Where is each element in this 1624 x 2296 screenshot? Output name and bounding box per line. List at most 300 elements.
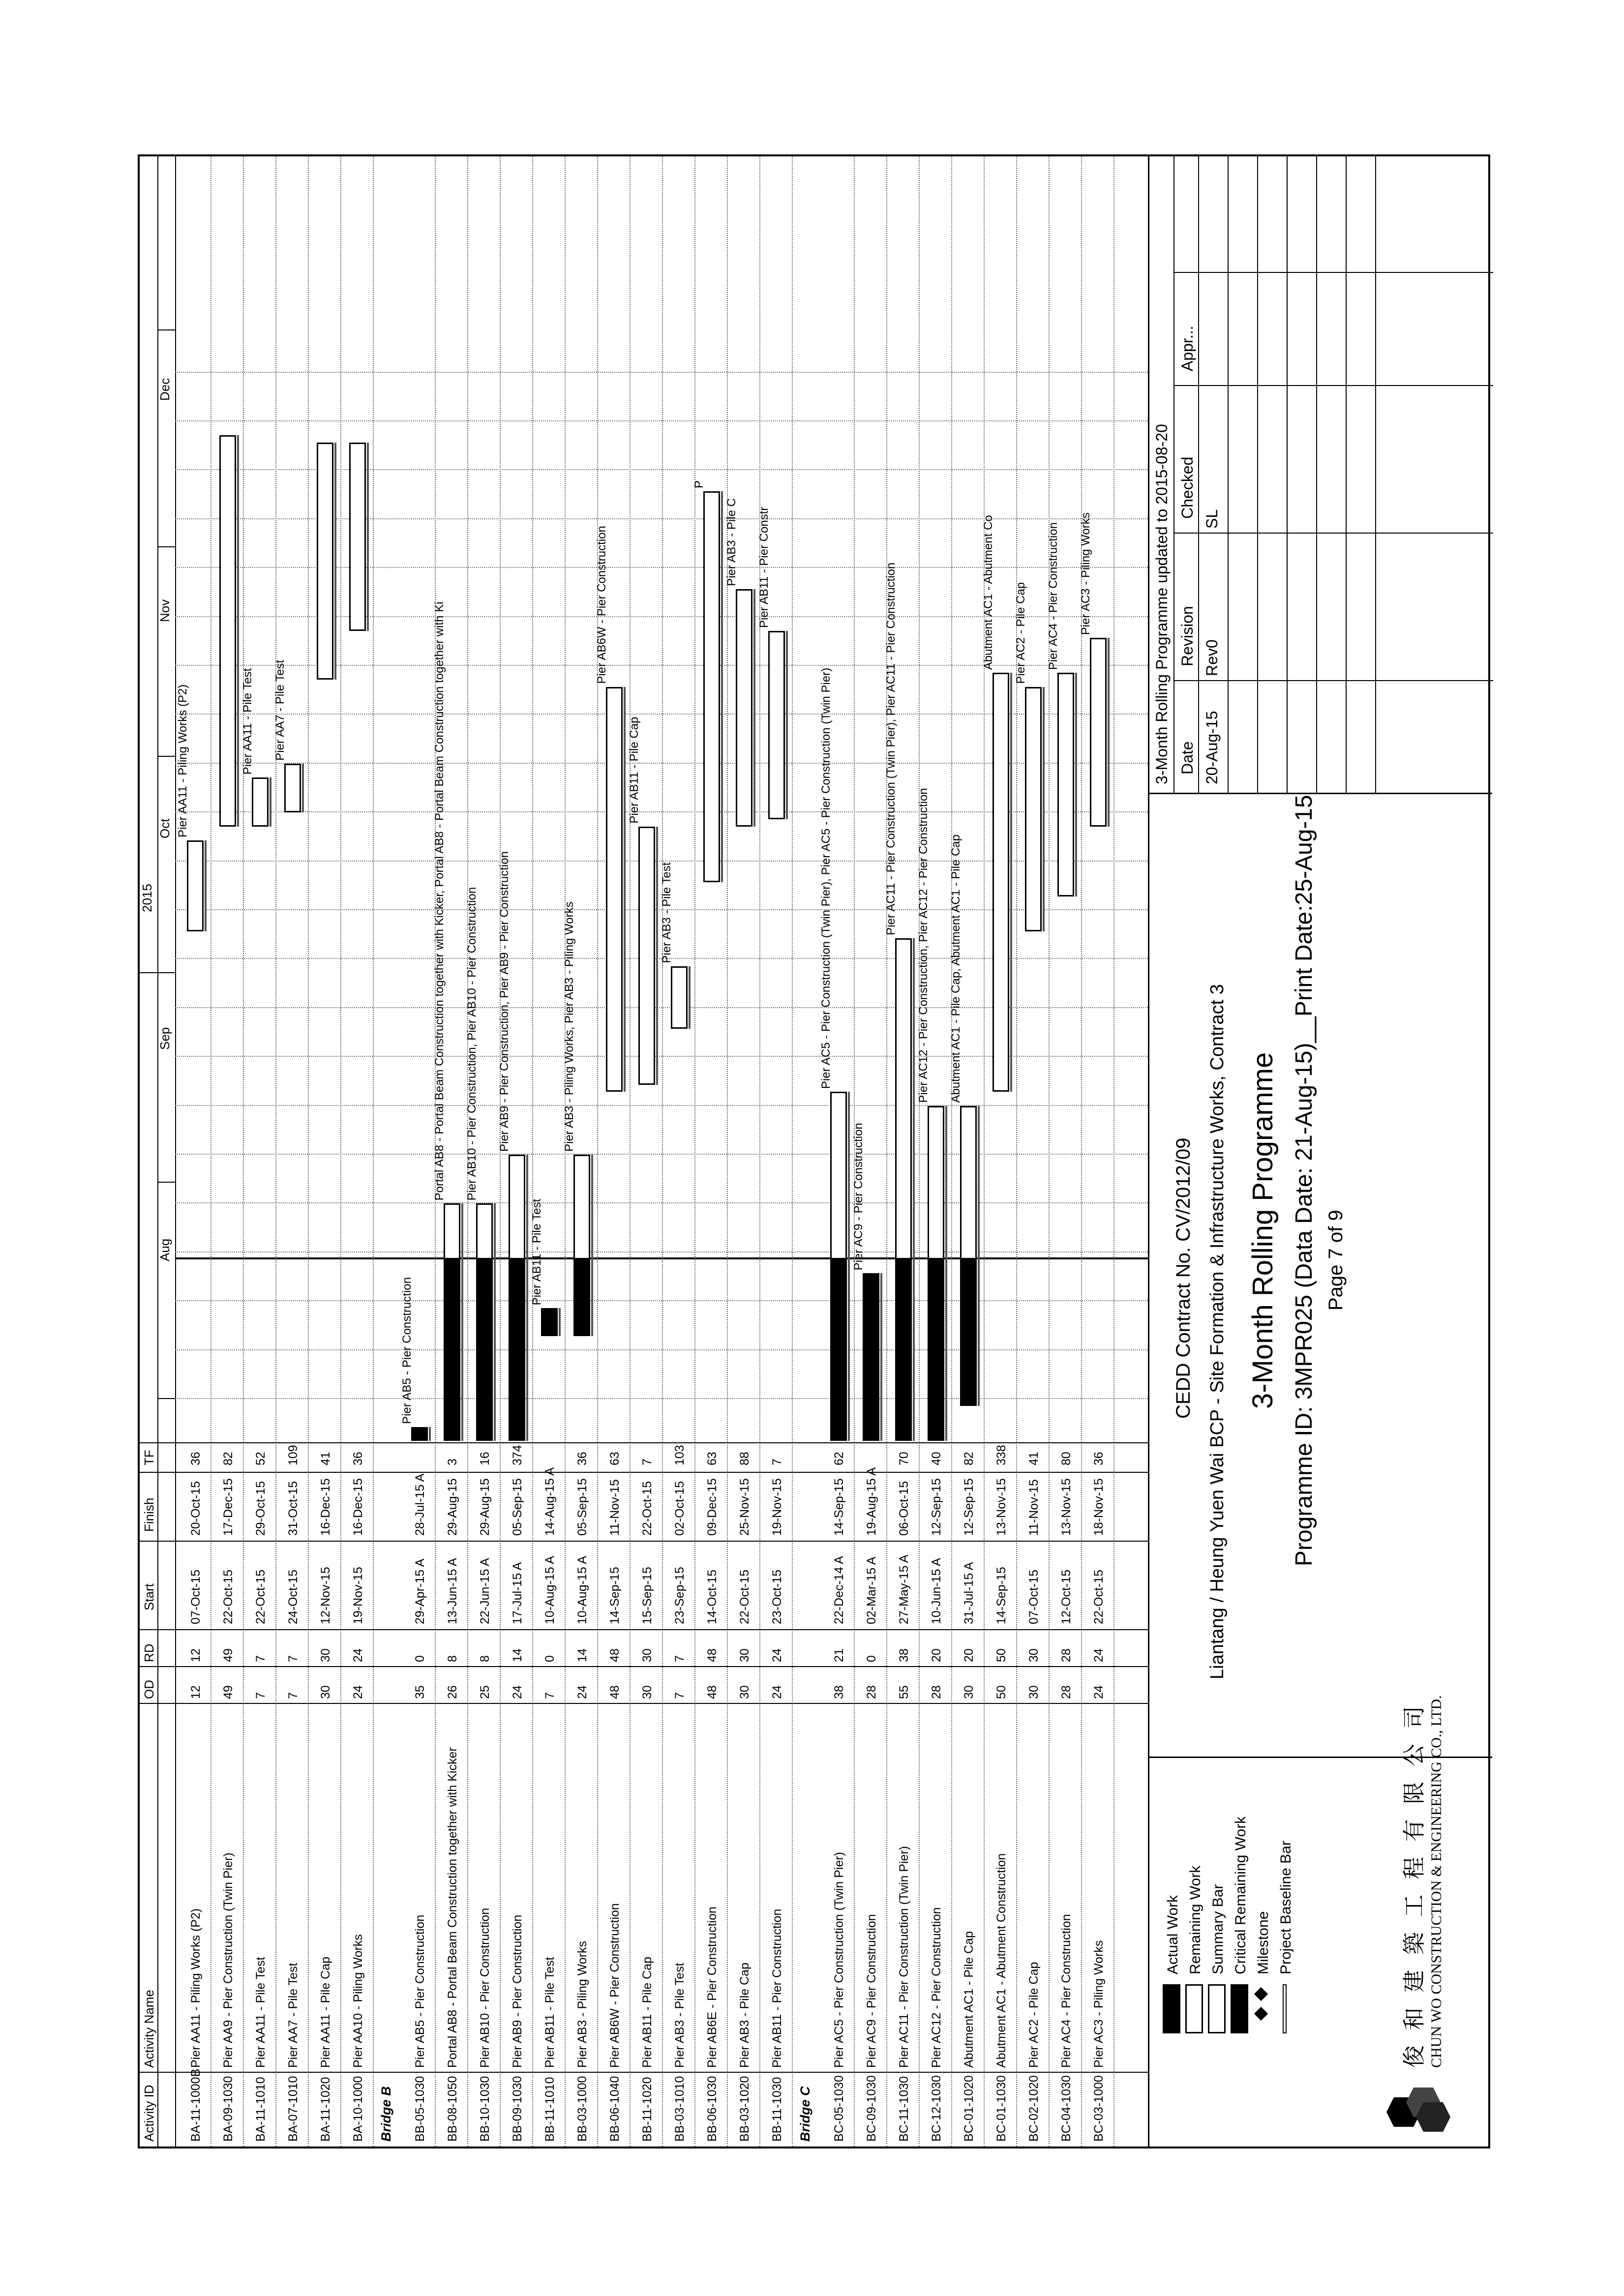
remaining-work-bar bbox=[252, 777, 269, 826]
company-name-cn: 俊 和 建 築 工 程 有 限 公 司 bbox=[1401, 1702, 1427, 2068]
cell-finish: 13-Nov-15 bbox=[994, 1478, 1008, 1536]
month-sep: Sep bbox=[157, 1027, 172, 1050]
row-separator bbox=[1049, 156, 1050, 2147]
cell-finish: 09-Dec-15 bbox=[705, 1478, 719, 1536]
revision-cell: SL bbox=[1203, 509, 1221, 529]
cell-rd: 8 bbox=[446, 1655, 459, 1662]
remaining-work-bar bbox=[895, 938, 912, 1259]
cell-rd: 48 bbox=[705, 1648, 719, 1662]
cell-tf: 374 bbox=[511, 1445, 524, 1465]
revision-cell: 20-Aug-15 bbox=[1203, 711, 1221, 784]
revision-rule bbox=[1316, 156, 1317, 794]
bar-label: Pier AB11 - Pile Test bbox=[530, 1198, 543, 1306]
week-gridline bbox=[175, 1398, 1148, 1399]
bar-label: P bbox=[692, 480, 706, 488]
cell-id: BB-09-1030 bbox=[511, 2076, 524, 2142]
remaining-work-bar bbox=[736, 589, 752, 827]
row-separator bbox=[694, 156, 695, 2147]
cell-tf: 36 bbox=[351, 1452, 365, 1465]
bar-label: Pier AB3 - Piling Works, Pier AB3 - Piling Works bbox=[563, 901, 576, 1152]
cell-id: BC-04-1030 bbox=[1059, 2075, 1073, 2142]
column-separator bbox=[140, 1472, 1148, 1473]
row-separator bbox=[1081, 156, 1082, 2147]
cell-od: 35 bbox=[413, 1685, 427, 1699]
cell-tf: 41 bbox=[1027, 1452, 1041, 1465]
cell-finish: 14-Aug-15 A bbox=[543, 1467, 557, 1536]
cell-od: 12 bbox=[189, 1685, 203, 1699]
cell-name: Abutment AC1 - Pile Cap bbox=[962, 1931, 976, 2068]
cell-name: Pier AC3 - Piling Works bbox=[1092, 1940, 1106, 2068]
row-separator bbox=[951, 156, 952, 2147]
baseline-bar bbox=[753, 589, 755, 827]
footer-divider bbox=[1148, 156, 1149, 2147]
cell-tf: 88 bbox=[738, 1452, 752, 1465]
year-rule bbox=[157, 155, 158, 1443]
week-gridline bbox=[175, 372, 1148, 373]
cell-id: BA-11-1010 bbox=[254, 2077, 268, 2142]
cell-od: 25 bbox=[478, 1685, 492, 1699]
week-gridline bbox=[175, 1349, 1148, 1350]
cell-rd: 38 bbox=[897, 1648, 911, 1662]
cell-od: 55 bbox=[897, 1685, 911, 1699]
milestone-diamond-icon bbox=[1254, 1987, 1268, 2001]
remaining-work-bar bbox=[960, 1106, 977, 1259]
remaining-work-bar bbox=[573, 1155, 590, 1259]
company-name-en: CHUN WO CONSTRUCTION & ENGINEERING CO., LTD. bbox=[1428, 1695, 1444, 2068]
cell-rd: 50 bbox=[994, 1648, 1008, 1662]
milestone-diamond-icon bbox=[1254, 2007, 1268, 2021]
actual-work-bar bbox=[960, 1259, 977, 1406]
cell-id: BB-03-1020 bbox=[738, 2076, 752, 2142]
cell-tf: 36 bbox=[575, 1452, 589, 1465]
cell-rd: 8 bbox=[478, 1655, 492, 1662]
month-dec: Dec bbox=[157, 378, 172, 401]
actual-work-bar bbox=[509, 1259, 525, 1441]
cell-rd: 20 bbox=[962, 1648, 976, 1662]
cell-start: 12-Nov-15 bbox=[319, 1567, 332, 1624]
cell-name: Pier AB11 - Pile Test bbox=[543, 1957, 557, 2068]
cell-tf: 63 bbox=[608, 1452, 622, 1465]
legend-label: Actual Work bbox=[1165, 1895, 1181, 1974]
row-separator bbox=[919, 156, 920, 2147]
revision-rule bbox=[1375, 156, 1376, 794]
cell-name: Pier AB3 - Pile Test bbox=[673, 1963, 687, 2068]
cell-start: 23-Oct-15 bbox=[770, 1569, 784, 1624]
cell-od: 7 bbox=[543, 1692, 557, 1699]
revision-cell: Rev0 bbox=[1203, 639, 1221, 676]
header-rd: RD bbox=[142, 1643, 156, 1662]
revision-rule bbox=[1346, 156, 1347, 794]
actual-work-bar bbox=[830, 1259, 847, 1441]
cell-start: 15-Sep-15 bbox=[640, 1567, 654, 1624]
baseline-bar bbox=[945, 1106, 947, 1441]
baseline-bar bbox=[1108, 638, 1110, 826]
schedule-frame bbox=[138, 154, 1490, 2148]
remaining-work-bar bbox=[606, 687, 623, 1092]
cell-start: 27-May-15 A bbox=[897, 1554, 911, 1624]
month-tick bbox=[157, 756, 175, 757]
cell-tf: 338 bbox=[994, 1445, 1008, 1465]
bar-label: Pier AB3 - Pile C bbox=[725, 498, 738, 586]
bar-label: Pier AA11 - Pile Test bbox=[241, 668, 254, 775]
baseline-bar bbox=[237, 435, 239, 826]
baseline-bar bbox=[880, 1273, 882, 1441]
cell-finish: 13-Nov-15 bbox=[1059, 1478, 1073, 1536]
cell-od: 7 bbox=[254, 1692, 268, 1699]
bar-label: Pier AC11 - Pier Construction (Twin Pier), Pier AC11 - Pier Construction bbox=[884, 562, 898, 935]
company-logo-icon bbox=[1384, 2078, 1458, 2137]
bar-label: Pier AB6W - Pier Construction bbox=[595, 526, 608, 684]
cell-od: 50 bbox=[994, 1685, 1008, 1699]
cell-od: 24 bbox=[1092, 1685, 1106, 1699]
legend-label: Summary Bar bbox=[1210, 1884, 1226, 1974]
cell-tf: 82 bbox=[962, 1452, 976, 1465]
revision-block-divider bbox=[1148, 793, 1492, 794]
revision-col-header: Revision bbox=[1178, 606, 1196, 666]
cell-start: 22-Oct-15 bbox=[738, 1569, 752, 1624]
header-activity-name: Activity Name bbox=[142, 1990, 156, 2068]
revision-rule bbox=[1198, 156, 1199, 794]
column-separator bbox=[140, 2072, 1148, 2073]
cell-od: 49 bbox=[221, 1685, 235, 1699]
row-separator bbox=[662, 156, 663, 2147]
cell-od: 24 bbox=[511, 1685, 524, 1699]
cell-start: 22-Dec-14 A bbox=[832, 1556, 846, 1624]
cell-finish: 17-Dec-15 bbox=[221, 1478, 235, 1536]
cell-start: 22-Jun-15 A bbox=[478, 1558, 492, 1624]
cell-name: Pier AA11 - Pile Cap bbox=[319, 1956, 332, 2068]
title-block-divider bbox=[1148, 1757, 1492, 1758]
cell-tf: 36 bbox=[189, 1452, 203, 1465]
cell-start: 13-Jun-15 A bbox=[446, 1558, 459, 1624]
cell-rd: 30 bbox=[640, 1648, 654, 1662]
cell-od: 28 bbox=[865, 1685, 878, 1699]
baseline-bar bbox=[494, 1203, 496, 1441]
row-separator bbox=[340, 156, 341, 2147]
cell-rd: 49 bbox=[221, 1648, 235, 1662]
baseline-bar bbox=[591, 1155, 593, 1336]
cell-rd: 7 bbox=[286, 1655, 300, 1662]
row-separator bbox=[1113, 156, 1114, 2147]
cell-finish: 28-Jul-15 A bbox=[413, 1473, 427, 1536]
legend-label: Project Baseline Bar bbox=[1278, 1841, 1294, 1974]
cell-name: Pier AB3 - Piling Works bbox=[575, 1941, 589, 2068]
group-title: Bridge B bbox=[379, 2086, 393, 2142]
month-tick bbox=[157, 546, 175, 547]
bar-label: Pier AA11 - Piling Works (P2) bbox=[176, 684, 189, 837]
bar-label: Pier AB3 - Pile Test bbox=[660, 862, 673, 963]
bar-label: Abutment AC1 - Pile Cap, Abutment AC1 - Pile Cap bbox=[949, 834, 962, 1103]
actual-work-bar bbox=[573, 1259, 590, 1336]
cell-rd: 30 bbox=[738, 1648, 752, 1662]
cell-finish: 14-Sep-15 bbox=[832, 1478, 846, 1536]
bar-label: Pier AC2 - Pile Cap bbox=[1014, 582, 1027, 684]
cell-tf: 36 bbox=[1092, 1452, 1106, 1465]
remaining-work-bar bbox=[703, 491, 720, 882]
header-od: OD bbox=[142, 1680, 156, 1699]
actual-work-bar bbox=[895, 1259, 912, 1441]
row-separator bbox=[759, 156, 760, 2147]
column-separator bbox=[140, 1703, 1148, 1704]
cell-rd: 0 bbox=[413, 1655, 427, 1662]
cell-rd: 24 bbox=[351, 1648, 365, 1662]
cell-finish: 25-Nov-15 bbox=[738, 1478, 752, 1536]
header-activity-id: Activity ID bbox=[142, 2085, 156, 2142]
cell-rd: 20 bbox=[930, 1648, 943, 1662]
month-tick bbox=[157, 1182, 175, 1183]
cell-od: 24 bbox=[351, 1685, 365, 1699]
cell-tf: 62 bbox=[832, 1452, 846, 1465]
cell-rd: 30 bbox=[1027, 1648, 1041, 1662]
baseline-bar bbox=[270, 777, 271, 826]
cell-id: BC-01-1030 bbox=[994, 2075, 1008, 2142]
cell-id: BB-06-1030 bbox=[705, 2076, 719, 2142]
cell-finish: 11-Nov-15 bbox=[1027, 1479, 1041, 1536]
cell-name: Pier AA10 - Piling Works bbox=[351, 1934, 365, 2068]
baseline-bar bbox=[461, 1203, 463, 1441]
revision-rule bbox=[1287, 156, 1288, 794]
remaining-work-bar bbox=[638, 827, 655, 1085]
cell-name: Pier AC2 - Pile Cap bbox=[1027, 1962, 1041, 2068]
week-gridline bbox=[175, 1154, 1148, 1155]
cell-finish: 12-Sep-15 bbox=[962, 1478, 976, 1536]
cell-start: 07-Oct-15 bbox=[189, 1569, 203, 1624]
cell-od: 30 bbox=[738, 1685, 752, 1699]
baseline-bar bbox=[1075, 673, 1077, 896]
cell-finish: 05-Sep-15 bbox=[575, 1478, 589, 1536]
cell-id: BA-07-1010 bbox=[286, 2076, 300, 2142]
cell-start: 22-Oct-15 bbox=[221, 1569, 235, 1624]
remaining-work-bar bbox=[219, 435, 236, 826]
baseline-bar bbox=[526, 1155, 528, 1441]
month-tick bbox=[157, 329, 175, 330]
cell-od: 24 bbox=[575, 1685, 589, 1699]
baseline-bar bbox=[721, 491, 723, 882]
row-separator bbox=[597, 156, 598, 2147]
row-separator bbox=[275, 156, 276, 2147]
cell-start: 14-Sep-15 bbox=[994, 1567, 1008, 1624]
cell-rd: 30 bbox=[319, 1648, 332, 1662]
remaining-work-bar bbox=[187, 840, 204, 931]
cell-tf: 41 bbox=[319, 1452, 332, 1465]
row-separator bbox=[984, 156, 985, 2147]
month-tick bbox=[157, 972, 175, 973]
bar-label: Pier AC5 - Pier Construction (Twin Pier), Pier AC5 - Pier Construction (Twin Pier) bbox=[819, 667, 833, 1089]
header-bottom-rule bbox=[175, 156, 176, 2147]
remaining-work-bar bbox=[284, 764, 301, 812]
group-title: Bridge C bbox=[798, 2086, 812, 2142]
cell-finish: 11-Nov-15 bbox=[608, 1479, 622, 1536]
week-gridline bbox=[175, 420, 1148, 421]
cell-start: 22-Oct-15 bbox=[1092, 1569, 1106, 1624]
cell-id: BC-09-1030 bbox=[865, 2075, 878, 2142]
row-separator bbox=[886, 156, 887, 2147]
cell-start: 02-Mar-15 A bbox=[865, 1556, 878, 1624]
cell-start: 10-Jun-15 A bbox=[930, 1558, 943, 1624]
cell-start: 23-Sep-15 bbox=[673, 1567, 687, 1624]
row-separator bbox=[532, 156, 533, 2147]
cell-id: BC-03-1000 bbox=[1092, 2075, 1106, 2142]
bar-label: Pier AC4 - Pier Construction bbox=[1047, 522, 1060, 670]
header-finish: Finish bbox=[142, 1497, 156, 1532]
cell-od: 30 bbox=[640, 1685, 654, 1699]
row-separator bbox=[373, 156, 374, 2147]
cell-finish: 12-Sep-15 bbox=[930, 1478, 943, 1536]
row-separator bbox=[630, 156, 631, 2147]
cell-id: BC-12-1030 bbox=[930, 2075, 943, 2142]
cell-rd: 24 bbox=[770, 1648, 784, 1662]
remaining-work-bar bbox=[1025, 687, 1042, 931]
cell-id: BB-11-1020 bbox=[640, 2077, 654, 2142]
remaining-work-bar bbox=[317, 443, 333, 680]
column-separator bbox=[140, 1541, 1148, 1542]
cell-tf: 16 bbox=[478, 1452, 492, 1465]
cell-finish: 16-Dec-15 bbox=[319, 1478, 332, 1536]
page-number: Page 7 of 9 bbox=[1325, 1210, 1347, 1311]
actual-work-bar bbox=[541, 1308, 558, 1336]
revision-col-line bbox=[1173, 272, 1493, 273]
programme-id: Programme ID: 3MPR025 (Data Date: 21-Aug-15)__Print Date:25-Aug-15 bbox=[1291, 795, 1317, 1566]
cell-rd: 12 bbox=[189, 1648, 203, 1662]
baseline-bar bbox=[367, 443, 369, 631]
remaining-work-bar bbox=[671, 966, 688, 1029]
cell-od: 7 bbox=[286, 1692, 300, 1699]
revision-rule bbox=[1228, 156, 1229, 794]
cell-finish: 29-Aug-15 bbox=[478, 1478, 492, 1536]
year-tick bbox=[140, 972, 157, 973]
baseline-bar bbox=[913, 938, 915, 1441]
cell-id: BB-10-1030 bbox=[478, 2076, 492, 2142]
header-rule bbox=[157, 1443, 158, 2147]
bar-label: Abutment AC1 - Abutment Co bbox=[982, 515, 995, 670]
cell-id: BC-02-1020 bbox=[1027, 2075, 1041, 2142]
baseline-bar bbox=[559, 1308, 561, 1336]
cell-name: Pier AC5 - Pier Construction (Twin Pier) bbox=[832, 1851, 846, 2068]
cell-start: 14-Sep-15 bbox=[608, 1567, 622, 1624]
cell-start: 19-Nov-15 bbox=[351, 1567, 365, 1624]
column-separator bbox=[140, 1666, 1148, 1667]
cell-finish: 19-Nov-15 bbox=[770, 1478, 784, 1536]
legend-label: Remaining Work bbox=[1187, 1865, 1203, 1974]
cell-id: BB-06-1040 bbox=[608, 2076, 622, 2142]
actual-work-bar bbox=[476, 1259, 493, 1441]
cell-finish: 05-Sep-15 bbox=[511, 1478, 524, 1536]
cell-od: 24 bbox=[770, 1685, 784, 1699]
cell-start: 12-Oct-15 bbox=[1059, 1569, 1073, 1624]
cell-tf: 3 bbox=[446, 1459, 459, 1465]
cell-finish: 02-Oct-15 bbox=[673, 1481, 687, 1536]
revision-col-line bbox=[1173, 680, 1493, 681]
week-gridline bbox=[175, 1202, 1148, 1203]
baseline-bar bbox=[978, 1106, 980, 1406]
column-separator bbox=[140, 1442, 1148, 1443]
cell-rd: 21 bbox=[832, 1648, 846, 1662]
cell-id: BC-01-1020 bbox=[962, 2075, 976, 2142]
bar-label: Pier AA7 - Pile Test bbox=[273, 659, 287, 761]
baseline-bar bbox=[334, 443, 336, 680]
column-separator bbox=[140, 1629, 1148, 1630]
month-tick bbox=[157, 1398, 175, 1399]
cell-id: BA-11-1000B bbox=[189, 2068, 203, 2142]
cell-rd: 14 bbox=[511, 1648, 524, 1662]
baseline-bar bbox=[786, 631, 788, 819]
cell-od: 7 bbox=[673, 1692, 687, 1699]
row-separator bbox=[792, 156, 793, 2147]
cell-tf: 80 bbox=[1059, 1452, 1073, 1465]
revision-col-line bbox=[1173, 533, 1493, 534]
cell-tf: 70 bbox=[897, 1452, 911, 1465]
cell-id: BB-11-1010 bbox=[543, 2077, 557, 2142]
cell-od: 48 bbox=[608, 1685, 622, 1699]
cell-id: BB-11-1030 bbox=[770, 2077, 784, 2142]
cell-finish: 18-Nov-15 bbox=[1092, 1478, 1106, 1536]
cell-start: 10-Aug-15 A bbox=[543, 1556, 557, 1624]
bar-label: Pier AC12 - Pier Construction, Pier AC12 - Pier Construction bbox=[917, 788, 930, 1103]
baseline-bar bbox=[848, 1092, 850, 1441]
cell-rd: 7 bbox=[254, 1655, 268, 1662]
cell-rd: 0 bbox=[543, 1655, 557, 1662]
week-gridline bbox=[175, 1105, 1148, 1106]
bar-label: Portal AB8 - Portal Beam Construction together with Kicker, Portal AB8 - Portal Beam Construction together with Ki bbox=[433, 601, 446, 1201]
remaining-work-bar bbox=[928, 1106, 944, 1259]
remaining-work-bar bbox=[444, 1203, 460, 1259]
revision-rule bbox=[1173, 156, 1174, 794]
cell-od: 26 bbox=[446, 1685, 459, 1699]
cell-tf: 52 bbox=[254, 1452, 268, 1465]
bar-label: Pier AC9 - Pier Construction bbox=[852, 1123, 865, 1271]
cell-name: Pier AA11 - Pile Test bbox=[254, 1957, 268, 2068]
baseline-bar bbox=[1010, 673, 1012, 1092]
bar-label: Pier AB11 - Pier Constr bbox=[757, 507, 771, 628]
cell-name: Pier AB11 - Pier Construction bbox=[770, 1908, 784, 2068]
bar-label: Pier AB10 - Pier Construction, Pier AB10 - Pier Construction bbox=[465, 887, 479, 1201]
project-name: Liantang / Heung Yuen Wai BCP - Site Formation & Infrastructure Works, Contract 3 bbox=[1207, 984, 1228, 1679]
cell-start: 31-Jul-15 A bbox=[962, 1562, 976, 1624]
cell-od: 30 bbox=[962, 1685, 976, 1699]
cell-name: Pier AC4 - Pier Construction bbox=[1059, 1914, 1073, 2068]
cell-id: BB-03-1000 bbox=[575, 2076, 589, 2142]
cell-finish: 20-Oct-15 bbox=[189, 1481, 203, 1536]
cell-id: BA-11-1020 bbox=[319, 2077, 332, 2142]
cell-name: Abutment AC1 - Abutment Construction bbox=[994, 1853, 1008, 2068]
cell-id: BC-11-1030 bbox=[897, 2076, 911, 2142]
cell-tf: 82 bbox=[221, 1452, 235, 1465]
legend-swatch-0 bbox=[1163, 1984, 1180, 2033]
revision-col-line bbox=[1173, 385, 1493, 386]
cell-finish: 22-Oct-15 bbox=[640, 1481, 654, 1536]
data-date-line bbox=[175, 1257, 1148, 1259]
cell-finish: 31-Oct-15 bbox=[286, 1481, 300, 1536]
remaining-work-bar bbox=[509, 1155, 525, 1259]
cell-name: Pier AB10 - Pier Construction bbox=[478, 1908, 492, 2068]
cell-name: Pier AC9 - Pier Construction bbox=[865, 1914, 878, 2068]
cell-start: 29-Apr-15 A bbox=[413, 1558, 427, 1624]
cell-id: BB-08-1050 bbox=[446, 2076, 459, 2142]
cell-name: Pier AA11 - Piling Works (P2) bbox=[189, 1908, 203, 2068]
cell-tf: 63 bbox=[705, 1452, 719, 1465]
cell-name: Pier AB5 - Pier Construction bbox=[413, 1914, 427, 2068]
cell-finish: 19-Aug-15 A bbox=[865, 1467, 878, 1536]
bar-label: Pier AB11 - Pile Cap bbox=[628, 716, 641, 824]
cell-od: 28 bbox=[1059, 1685, 1073, 1699]
legend-swatch-3 bbox=[1231, 1984, 1248, 2033]
cell-finish: 16-Dec-15 bbox=[351, 1478, 365, 1536]
actual-work-bar bbox=[863, 1273, 879, 1441]
legend-label: Critical Remaining Work bbox=[1233, 1816, 1249, 1974]
cell-rd: 24 bbox=[1092, 1648, 1106, 1662]
cell-tf: 103 bbox=[673, 1445, 687, 1465]
row-separator bbox=[727, 156, 728, 2147]
